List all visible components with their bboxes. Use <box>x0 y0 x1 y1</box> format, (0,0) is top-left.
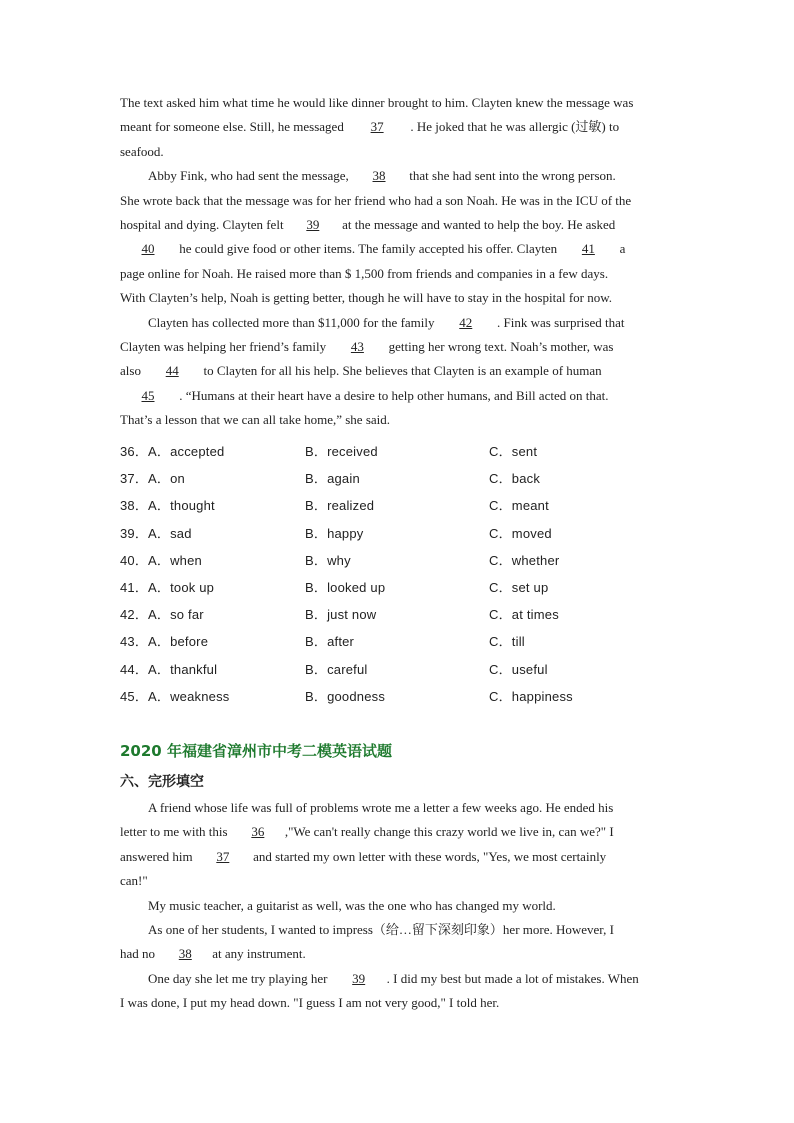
option-row <box>120 656 680 683</box>
option-row <box>120 465 680 492</box>
option-row <box>120 492 680 519</box>
section-heading: 六、完形填空 <box>120 774 204 790</box>
blank-39: 39 <box>306 217 320 233</box>
option-row <box>120 438 680 465</box>
passage-line: 40 he could give food or other items. The family accepted his offer. Clayten 41 a <box>120 237 680 261</box>
option-c: C．happiness <box>489 688 573 704</box>
blank-44: 44 <box>165 363 179 379</box>
option-b: B．realized <box>305 498 375 514</box>
option-row <box>120 628 680 655</box>
passage-line: meant for someone else. Still, he messaged 37 . He joked that he was allergic (过敏) to <box>120 115 680 139</box>
passage-line: seafood. <box>120 143 164 159</box>
passage-line: As one of her students, I wanted to impress（给…留下深刻印象）her more. However, I <box>148 922 614 938</box>
option-c: C．useful <box>489 661 548 677</box>
option-c: C．at times <box>489 607 559 623</box>
option-a: A．accepted <box>148 444 225 459</box>
blank-37: 37 <box>216 848 230 864</box>
passage-line: Clayten was helping her friend’s family 43 getting her wrong text. Noah’s mother, was <box>120 335 680 359</box>
question-number: 45． <box>120 688 149 704</box>
option-b: B．why <box>305 552 351 568</box>
question-number: 41． <box>120 579 149 595</box>
option-c: C．till <box>489 634 525 650</box>
passage-line: She wrote back that the message was for her friend who had a son Noah. He was in the ICU of the <box>120 192 632 208</box>
option-c: C．set up <box>489 579 549 595</box>
passage-line: The text asked him what time he would like dinner brought to him. Clayten knew the message was <box>120 95 634 110</box>
option-a: A．before <box>148 634 209 650</box>
blank-37: 37 <box>370 119 384 135</box>
blank-39: 39 <box>352 970 366 986</box>
passage-line: can!" <box>120 873 148 889</box>
blank-42: 42 <box>459 314 473 330</box>
passage-line: That’s a lesson that we can all take home,” she said. <box>120 412 391 428</box>
option-a: A．thankful <box>148 661 218 677</box>
option-row <box>120 520 680 547</box>
question-number: 42． <box>120 607 149 623</box>
option-b: B．received <box>305 444 378 459</box>
option-a: A．weakness <box>148 688 230 704</box>
exam-title: 2020 年福建省漳州市中考二模英语试题 <box>120 742 392 760</box>
option-c: C．sent <box>489 444 538 459</box>
question-number: 40． <box>120 552 149 568</box>
answer-options <box>120 438 680 710</box>
blank-38: 38 <box>178 946 192 962</box>
passage-1 <box>120 91 680 433</box>
option-a: A．took up <box>148 579 215 595</box>
question-number: 37． <box>120 471 149 487</box>
passage-line: also 44 to Clayten for all his help. She believes that Clayten is an example of human <box>120 359 680 383</box>
passage-line: With Clayten’s help, Noah is getting better, though he will have to stay in the hospital for now. <box>120 290 613 306</box>
option-c: C．whether <box>489 552 560 568</box>
blank-41: 41 <box>581 241 595 257</box>
passage-line: hospital and dying. Clayten felt 39 at the message and wanted to help the boy. He asked <box>120 213 680 237</box>
question-number: 43． <box>120 634 149 650</box>
question-number: 36． <box>120 444 149 459</box>
option-b: B．after <box>305 634 355 650</box>
option-c: C．moved <box>489 525 552 541</box>
passage-line: My music teacher, a guitarist as well, was the one who has changed my world. <box>148 897 556 913</box>
question-number: 38． <box>120 498 149 514</box>
option-c: C．meant <box>489 498 549 514</box>
option-row <box>120 601 680 628</box>
passage-line: I was done, I put my head down. "I guess I am not very good," I told her. <box>120 995 500 1011</box>
option-b: B．goodness <box>305 688 386 704</box>
passage-line: letter to me with this 36 ,"We can't really change this crazy world we live in, can we?" I <box>120 820 680 844</box>
passage-line: One day she let me try playing her 39 . I did my best but made a lot of mistakes. When <box>120 967 680 991</box>
blank-45: 45 <box>141 387 155 403</box>
option-b: B．just now <box>305 607 377 623</box>
option-a: A．when <box>148 552 202 568</box>
option-a: A．so far <box>148 607 204 623</box>
passage-line: Abby Fink, who had sent the message, 38 that she had sent into the wrong person. <box>120 164 680 188</box>
option-row <box>120 547 680 574</box>
blank-40: 40 <box>141 241 155 257</box>
option-a: A．on <box>148 471 185 487</box>
blank-43: 43 <box>350 339 364 355</box>
blank-36: 36 <box>251 824 265 840</box>
passage-line: page online for Noah. He raised more than $ 1,500 from friends and companies in a few days. <box>120 265 609 281</box>
question-number: 44． <box>120 661 149 677</box>
passage-line: Clayten has collected more than $11,000 for the family 42 . Fink was surprised that <box>120 311 680 335</box>
option-c: C．back <box>489 471 541 487</box>
option-a: A．sad <box>148 525 192 541</box>
option-b: B．careful <box>305 661 368 677</box>
question-number: 39． <box>120 525 149 541</box>
passage-line: 45 . “Humans at their heart have a desire to help other humans, and Bill acted on that. <box>120 384 680 408</box>
passage-line: A friend whose life was full of problems wrote me a letter a few weeks ago. He ended his <box>148 800 614 815</box>
passage-line: had no 38 at any instrument. <box>120 942 680 966</box>
option-b: B．happy <box>305 525 364 541</box>
option-b: B．looked up <box>305 579 386 595</box>
passage-2 <box>120 796 680 1016</box>
option-row <box>120 683 680 710</box>
option-a: A．thought <box>148 498 215 514</box>
option-row <box>120 574 680 601</box>
passage-line: answered him 37 and started my own letter with these words, "Yes, we most certainly <box>120 845 680 869</box>
option-b: B．again <box>305 471 360 487</box>
blank-38: 38 <box>372 168 386 184</box>
